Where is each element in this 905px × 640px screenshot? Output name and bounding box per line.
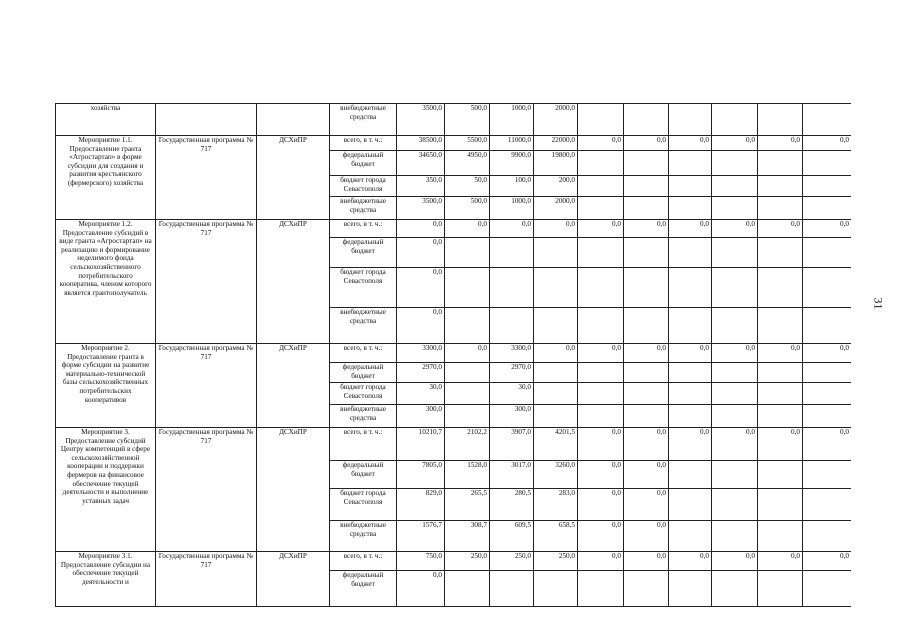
value-cell bbox=[445, 308, 490, 344]
value-cell: 0,0 bbox=[397, 220, 445, 238]
value-cell bbox=[490, 308, 534, 344]
funding-source-cell: федеральный бюджет bbox=[330, 461, 397, 489]
funding-source-cell: федеральный бюджет bbox=[330, 571, 397, 607]
value-cell: 0,0 bbox=[669, 428, 712, 461]
value-cell bbox=[445, 238, 490, 268]
value-cell: 0,0 bbox=[669, 220, 712, 238]
value-cell: 0,0 bbox=[397, 268, 445, 308]
value-cell: 0,0 bbox=[624, 552, 669, 571]
value-cell: 100,0 bbox=[490, 176, 534, 197]
value-cell: 500,0 bbox=[445, 104, 490, 136]
value-cell: 3907,0 bbox=[490, 428, 534, 461]
value-cell bbox=[624, 363, 669, 383]
funding-source-cell: федеральный бюджет bbox=[330, 151, 397, 176]
value-cell: 1576,7 bbox=[397, 521, 445, 552]
event-cell: Мероприятие 3. Предоставление субсидий Центру компетенций в сфере сельскохозяйственной кооперации и поддержки фермеров на финансовое обеспечение текущей деятельности и выполнение уставных задач bbox=[56, 428, 156, 552]
value-cell: 0,0 bbox=[534, 344, 578, 363]
value-cell: 11000,0 bbox=[490, 136, 534, 151]
value-cell bbox=[712, 104, 758, 136]
value-cell bbox=[534, 405, 578, 428]
funding-source-cell: внебюджетные средства bbox=[330, 104, 397, 136]
value-cell bbox=[578, 405, 624, 428]
value-cell bbox=[712, 571, 758, 607]
value-cell: 0,0 bbox=[758, 428, 803, 461]
value-cell: 0,0 bbox=[624, 489, 669, 521]
value-cell: 300,0 bbox=[490, 405, 534, 428]
value-cell: 38500,0 bbox=[397, 136, 445, 151]
value-cell: 609,5 bbox=[490, 521, 534, 552]
funding-source-cell: внебюджетные средства bbox=[330, 197, 397, 220]
value-cell: 3017,0 bbox=[490, 461, 534, 489]
value-cell: 0,0 bbox=[445, 344, 490, 363]
event-cell: хозяйства bbox=[56, 104, 156, 136]
value-cell bbox=[712, 489, 758, 521]
value-cell bbox=[669, 489, 712, 521]
value-cell bbox=[803, 104, 852, 136]
funding-source-cell: всего, в т. ч.: bbox=[330, 220, 397, 238]
value-cell bbox=[803, 268, 852, 308]
value-cell: 4950,0 bbox=[445, 151, 490, 176]
value-cell: 0,0 bbox=[578, 461, 624, 489]
value-cell bbox=[578, 268, 624, 308]
value-cell: 0,0 bbox=[803, 220, 852, 238]
value-cell bbox=[624, 197, 669, 220]
value-cell: 0,0 bbox=[397, 238, 445, 268]
value-cell bbox=[534, 308, 578, 344]
value-cell: 0,0 bbox=[624, 344, 669, 363]
value-cell: 0,0 bbox=[624, 220, 669, 238]
table-row bbox=[56, 428, 852, 461]
value-cell: 0,0 bbox=[669, 136, 712, 151]
budget-table bbox=[55, 103, 851, 607]
value-cell: 1000,0 bbox=[490, 104, 534, 136]
value-cell bbox=[669, 176, 712, 197]
value-cell bbox=[669, 197, 712, 220]
value-cell bbox=[669, 571, 712, 607]
value-cell bbox=[803, 521, 852, 552]
value-cell bbox=[624, 405, 669, 428]
program-cell: Государственная программа № 717 bbox=[156, 344, 257, 428]
value-cell: 0,0 bbox=[803, 552, 852, 571]
value-cell: 265,5 bbox=[445, 489, 490, 521]
value-cell: 300,0 bbox=[397, 405, 445, 428]
value-cell bbox=[578, 571, 624, 607]
event-cell: Мероприятие 1.2. Предоставление субсидий в виде гранта «Агростартап» на реализацию и формирование неделимого фонда сельскохозяйственного потребительского кооператива, членом которого является грантополучатель bbox=[56, 220, 156, 344]
value-cell bbox=[803, 571, 852, 607]
value-cell: 0,0 bbox=[712, 552, 758, 571]
value-cell: 3260,0 bbox=[534, 461, 578, 489]
value-cell bbox=[578, 238, 624, 268]
funding-source-cell: внебюджетные средства bbox=[330, 521, 397, 552]
value-cell bbox=[758, 461, 803, 489]
value-cell: 34650,0 bbox=[397, 151, 445, 176]
program-cell: Государственная программа № 717 bbox=[156, 552, 257, 607]
value-cell: 2000,0 bbox=[534, 197, 578, 220]
program-cell bbox=[156, 104, 257, 136]
value-cell bbox=[758, 489, 803, 521]
value-cell bbox=[712, 176, 758, 197]
value-cell bbox=[445, 363, 490, 383]
funding-source-cell: внебюджетные средства bbox=[330, 308, 397, 344]
value-cell bbox=[578, 104, 624, 136]
value-cell bbox=[712, 151, 758, 176]
executor-cell: ДСХиПР bbox=[257, 344, 330, 428]
value-cell bbox=[712, 461, 758, 489]
executor-cell: ДСХиПР bbox=[257, 220, 330, 344]
value-cell bbox=[803, 238, 852, 268]
value-cell bbox=[578, 197, 624, 220]
value-cell: 308,7 bbox=[445, 521, 490, 552]
value-cell: 1528,0 bbox=[445, 461, 490, 489]
value-cell bbox=[803, 383, 852, 405]
value-cell: 30,0 bbox=[490, 383, 534, 405]
value-cell bbox=[490, 268, 534, 308]
value-cell bbox=[578, 308, 624, 344]
value-cell: 0,0 bbox=[712, 220, 758, 238]
value-cell bbox=[534, 238, 578, 268]
table-row bbox=[56, 552, 852, 571]
value-cell bbox=[758, 308, 803, 344]
value-cell: 280,5 bbox=[490, 489, 534, 521]
value-cell: 350,0 bbox=[397, 176, 445, 197]
table-row bbox=[56, 344, 852, 363]
funding-source-cell: внебюджетные средства bbox=[330, 405, 397, 428]
value-cell: 0,0 bbox=[534, 220, 578, 238]
executor-cell: ДСХиПР bbox=[257, 136, 330, 220]
value-cell bbox=[624, 268, 669, 308]
value-cell bbox=[758, 383, 803, 405]
value-cell: 30,0 bbox=[397, 383, 445, 405]
value-cell bbox=[624, 308, 669, 344]
page-number: 31 bbox=[871, 297, 886, 310]
value-cell: 2102,2 bbox=[445, 428, 490, 461]
value-cell bbox=[578, 363, 624, 383]
value-cell bbox=[669, 104, 712, 136]
value-cell bbox=[803, 489, 852, 521]
value-cell bbox=[669, 405, 712, 428]
value-cell: 0,0 bbox=[397, 571, 445, 607]
value-cell bbox=[758, 363, 803, 383]
value-cell bbox=[712, 268, 758, 308]
value-cell bbox=[803, 176, 852, 197]
value-cell bbox=[758, 176, 803, 197]
value-cell bbox=[758, 197, 803, 220]
value-cell bbox=[669, 268, 712, 308]
value-cell bbox=[669, 521, 712, 552]
value-cell: 0,0 bbox=[624, 136, 669, 151]
value-cell bbox=[712, 238, 758, 268]
value-cell bbox=[624, 151, 669, 176]
value-cell: 3500,0 bbox=[397, 197, 445, 220]
value-cell: 0,0 bbox=[578, 521, 624, 552]
value-cell bbox=[445, 405, 490, 428]
value-cell: 250,0 bbox=[445, 552, 490, 571]
value-cell: 19800,0 bbox=[534, 151, 578, 176]
value-cell bbox=[624, 238, 669, 268]
value-cell: 0,0 bbox=[578, 344, 624, 363]
value-cell: 3300,0 bbox=[490, 344, 534, 363]
program-cell: Государственная программа № 717 bbox=[156, 428, 257, 552]
value-cell: 0,0 bbox=[712, 344, 758, 363]
value-cell: 0,0 bbox=[803, 136, 852, 151]
value-cell bbox=[578, 176, 624, 197]
value-cell: 200,0 bbox=[534, 176, 578, 197]
executor-cell: ДСХиПР bbox=[257, 552, 330, 607]
value-cell: 0,0 bbox=[624, 428, 669, 461]
value-cell bbox=[712, 521, 758, 552]
value-cell bbox=[758, 521, 803, 552]
value-cell bbox=[712, 405, 758, 428]
value-cell: 7805,0 bbox=[397, 461, 445, 489]
value-cell bbox=[758, 151, 803, 176]
value-cell: 0,0 bbox=[669, 552, 712, 571]
value-cell: 22000,0 bbox=[534, 136, 578, 151]
value-cell: 9900,0 bbox=[490, 151, 534, 176]
value-cell: 0,0 bbox=[712, 136, 758, 151]
table-row bbox=[56, 136, 852, 151]
budget-table-body bbox=[56, 104, 852, 607]
funding-source-cell: бюджет города Севастополя bbox=[330, 268, 397, 308]
funding-source-cell: федеральный бюджет bbox=[330, 238, 397, 268]
value-cell bbox=[624, 176, 669, 197]
funding-source-cell: всего, в т. ч.: bbox=[330, 344, 397, 363]
value-cell bbox=[758, 104, 803, 136]
value-cell bbox=[712, 383, 758, 405]
value-cell: 0,0 bbox=[758, 136, 803, 151]
program-cell: Государственная программа № 717 bbox=[156, 220, 257, 344]
value-cell bbox=[669, 238, 712, 268]
value-cell: 0,0 bbox=[712, 428, 758, 461]
value-cell bbox=[624, 104, 669, 136]
value-cell: 0,0 bbox=[578, 136, 624, 151]
executor-cell: ДСХиПР bbox=[257, 428, 330, 552]
value-cell bbox=[669, 461, 712, 489]
table-row bbox=[56, 104, 852, 136]
value-cell: 250,0 bbox=[490, 552, 534, 571]
value-cell: 0,0 bbox=[758, 344, 803, 363]
value-cell bbox=[669, 363, 712, 383]
value-cell: 0,0 bbox=[578, 428, 624, 461]
value-cell bbox=[712, 197, 758, 220]
table-row bbox=[56, 220, 852, 238]
value-cell: 250,0 bbox=[534, 552, 578, 571]
value-cell bbox=[803, 363, 852, 383]
funding-source-cell: бюджет города Севастополя bbox=[330, 176, 397, 197]
value-cell bbox=[534, 363, 578, 383]
event-cell: Мероприятие 3.1. Предоставление субсидии на обеспечение текущей деятельности и bbox=[56, 552, 156, 607]
value-cell: 0,0 bbox=[578, 220, 624, 238]
event-cell: Мероприятие 2. Предоставление гранта в форме субсидии на развитие материально-технической базы сельскохозяйственных потребительских кооперативов bbox=[56, 344, 156, 428]
executor-cell bbox=[257, 104, 330, 136]
value-cell: 750,0 bbox=[397, 552, 445, 571]
value-cell: 0,0 bbox=[397, 308, 445, 344]
value-cell: 500,0 bbox=[445, 197, 490, 220]
funding-source-cell: бюджет города Севастополя bbox=[330, 383, 397, 405]
value-cell bbox=[534, 383, 578, 405]
value-cell: 2970,0 bbox=[397, 363, 445, 383]
value-cell: 4201,5 bbox=[534, 428, 578, 461]
value-cell bbox=[712, 363, 758, 383]
event-cell: Мероприятие 1.1. Предоставление гранта «Агростартап» в форме субсидии для создания и развития крестьянского (фермерского) хозяйства bbox=[56, 136, 156, 220]
value-cell: 658,5 bbox=[534, 521, 578, 552]
value-cell: 0,0 bbox=[624, 521, 669, 552]
funding-source-cell: федеральный бюджет bbox=[330, 363, 397, 383]
value-cell bbox=[758, 268, 803, 308]
value-cell: 3300,0 bbox=[397, 344, 445, 363]
value-cell bbox=[578, 151, 624, 176]
program-cell: Государственная программа № 717 bbox=[156, 136, 257, 220]
value-cell: 0,0 bbox=[803, 428, 852, 461]
value-cell bbox=[712, 308, 758, 344]
value-cell: 5500,0 bbox=[445, 136, 490, 151]
value-cell: 0,0 bbox=[578, 552, 624, 571]
value-cell bbox=[578, 383, 624, 405]
value-cell bbox=[803, 405, 852, 428]
value-cell: 0,0 bbox=[758, 552, 803, 571]
funding-source-cell: всего, в т. ч.: bbox=[330, 136, 397, 151]
value-cell: 0,0 bbox=[445, 220, 490, 238]
value-cell bbox=[758, 571, 803, 607]
value-cell bbox=[490, 571, 534, 607]
value-cell: 1000,0 bbox=[490, 197, 534, 220]
value-cell: 2970,0 bbox=[490, 363, 534, 383]
value-cell bbox=[803, 461, 852, 489]
funding-source-cell: бюджет города Севастополя bbox=[330, 489, 397, 521]
value-cell bbox=[803, 308, 852, 344]
value-cell bbox=[758, 238, 803, 268]
value-cell: 10210,7 bbox=[397, 428, 445, 461]
value-cell bbox=[534, 571, 578, 607]
value-cell bbox=[624, 571, 669, 607]
value-cell bbox=[803, 197, 852, 220]
value-cell bbox=[624, 383, 669, 405]
value-cell bbox=[803, 151, 852, 176]
value-cell bbox=[445, 383, 490, 405]
value-cell bbox=[445, 571, 490, 607]
value-cell bbox=[490, 238, 534, 268]
value-cell bbox=[445, 268, 490, 308]
value-cell: 3500,0 bbox=[397, 104, 445, 136]
value-cell bbox=[669, 383, 712, 405]
funding-source-cell: всего, в т. ч.: bbox=[330, 552, 397, 571]
value-cell bbox=[669, 151, 712, 176]
value-cell: 829,0 bbox=[397, 489, 445, 521]
funding-source-cell: всего, в т. ч.: bbox=[330, 428, 397, 461]
value-cell bbox=[669, 308, 712, 344]
value-cell: 50,0 bbox=[445, 176, 490, 197]
value-cell: 0,0 bbox=[624, 461, 669, 489]
value-cell bbox=[758, 405, 803, 428]
value-cell: 0,0 bbox=[758, 220, 803, 238]
value-cell: 0,0 bbox=[578, 489, 624, 521]
value-cell: 0,0 bbox=[803, 344, 852, 363]
value-cell bbox=[534, 268, 578, 308]
value-cell: 283,0 bbox=[534, 489, 578, 521]
value-cell: 0,0 bbox=[490, 220, 534, 238]
value-cell: 2000,0 bbox=[534, 104, 578, 136]
budget-table-page bbox=[55, 103, 851, 613]
value-cell: 0,0 bbox=[669, 344, 712, 363]
